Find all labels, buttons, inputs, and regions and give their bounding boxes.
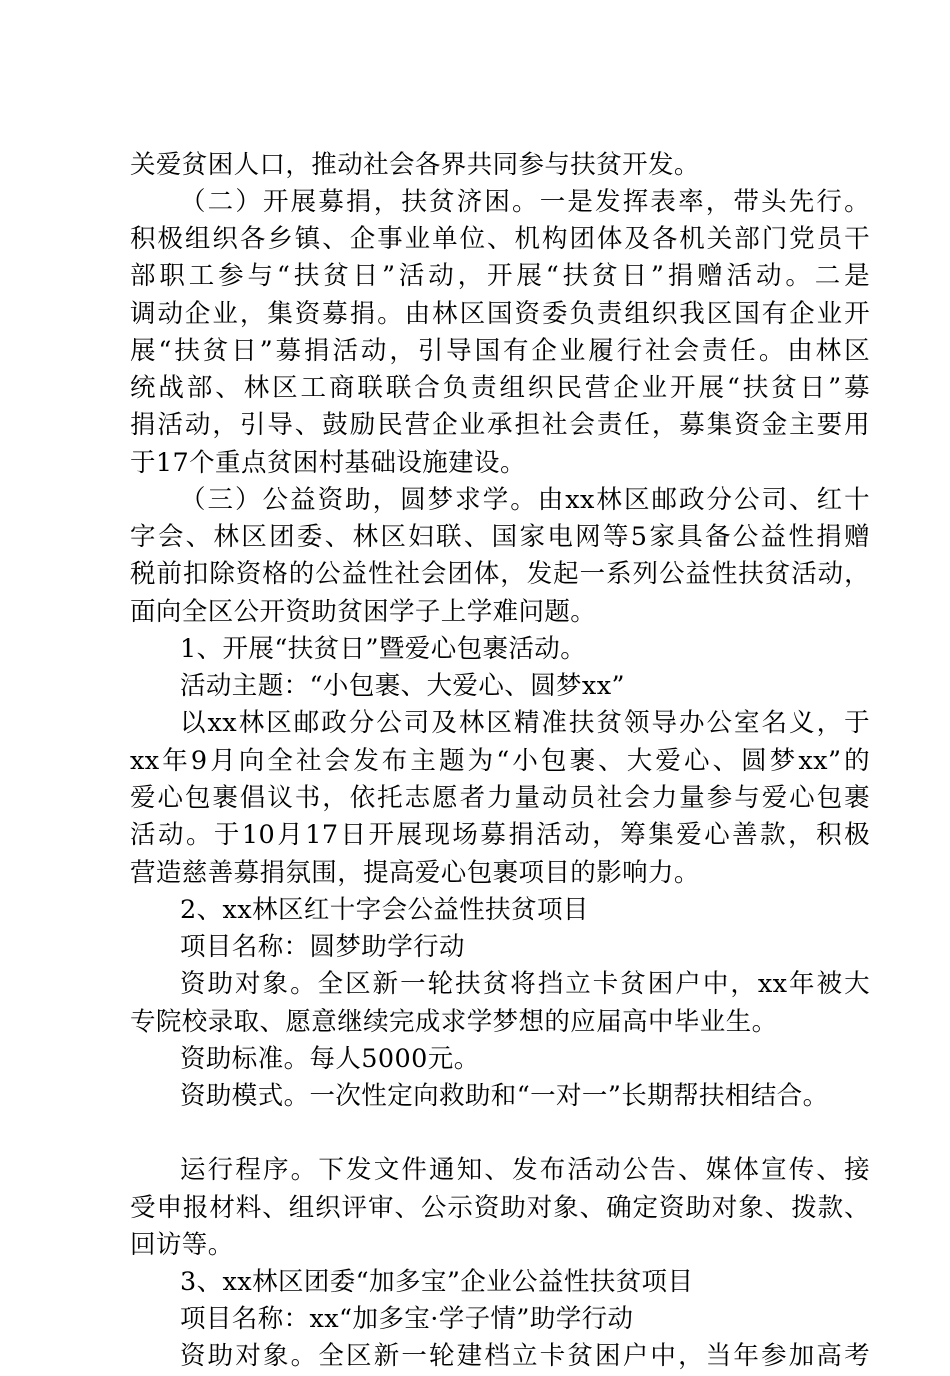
text-line: 资助标准。每人5000元。 (180, 1044, 480, 1074)
text-line: 3、xx林区团委“加多宝”企业公益性扶贫项目 (180, 1267, 694, 1297)
text-line: 运行程序。下发文件通知、发布活动公告、媒体宣传、接 (180, 1155, 870, 1185)
text-line: 调动企业，集资募捐。由林区国资委负责组织我区国有企业开 (130, 299, 870, 329)
text-line: 关爱贫困人口，推动社会各界共同参与扶贫开发。 (130, 150, 700, 180)
text-line: 爱心包裹倡议书，依托志愿者力量动员社会力量参与爱心包裹 (130, 783, 870, 813)
text-line: 捐活动，引导、鼓励民营企业承担社会责任，募集资金主要用 (130, 410, 870, 440)
text-line: 受申报材料、组织评审、公示资助对象、确定资助对象、拨款、 (130, 1193, 870, 1223)
text-line: 活动主题：“小包裹、大爱心、圆梦xx” (180, 671, 625, 701)
text-line: 部职工参与“扶贫日”活动，开展“扶贫日”捐赠活动。二是 (130, 261, 870, 291)
text-line: 项目名称：圆梦助学行动 (180, 932, 465, 962)
text-line: 活动。于10月17日开展现场募捐活动，筹集爱心善款，积极 (130, 820, 870, 850)
text-line: 项目名称：xx“加多宝·学子情”助学行动 (180, 1304, 634, 1334)
text-line: 于17个重点贫困村基础设施建设。 (130, 448, 526, 478)
text-line: 资助模式。一次性定向救助和“一对一”长期帮扶相结合。 (180, 1081, 829, 1111)
text-line: xx年9月向全社会发布主题为“小包裹、大爱心、圆梦xx”的 (130, 746, 870, 776)
text-line: 积极组织各乡镇、企事业单位、机构团体及各机关部门党员干 (130, 224, 870, 254)
text-line: 字会、林区团委、林区妇联、国家电网等5家具备公益性捐赠 (130, 522, 870, 552)
text-line: 统战部、林区工商联联合负责组织民营企业开展“扶贫日”募 (130, 373, 870, 403)
text-line: 营造慈善募捐氛围，提高爱心包裹项目的影响力。 (130, 858, 700, 888)
text-line: （二）开展募捐，扶贫济困。一是发挥表率，带头先行。 (180, 187, 870, 217)
text-line: 以xx林区邮政分公司及林区精准扶贫领导办公室名义，于 (180, 708, 870, 738)
text-line: 回访等。 (130, 1230, 234, 1260)
text-line: 资助对象。全区新一轮建档立卡贫困户中，当年参加高考 (180, 1341, 870, 1371)
text-line: 展“扶贫日”募捐活动，引导国有企业履行社会责任。由林区 (130, 336, 870, 366)
text-line: 2、xx林区红十字会公益性扶贫项目 (180, 895, 589, 925)
text-line: 专院校录取、愿意继续完成求学梦想的应届高中毕业生。 (130, 1007, 778, 1037)
text-line: （三）公益资助，圆梦求学。由xx林区邮政分公司、红十 (180, 485, 870, 515)
text-line: 1、开展“扶贫日”暨爱心包裹活动。 (180, 634, 587, 664)
text-line: 资助对象。全区新一轮扶贫将挡立卡贫困户中，xx年被大 (180, 969, 870, 999)
text-line: 税前扣除资格的公益性社会团体，发起一系列公益性扶贫活动， (130, 559, 870, 589)
text-line: 面向全区公开资助贫困学子上学难问题。 (130, 597, 597, 627)
